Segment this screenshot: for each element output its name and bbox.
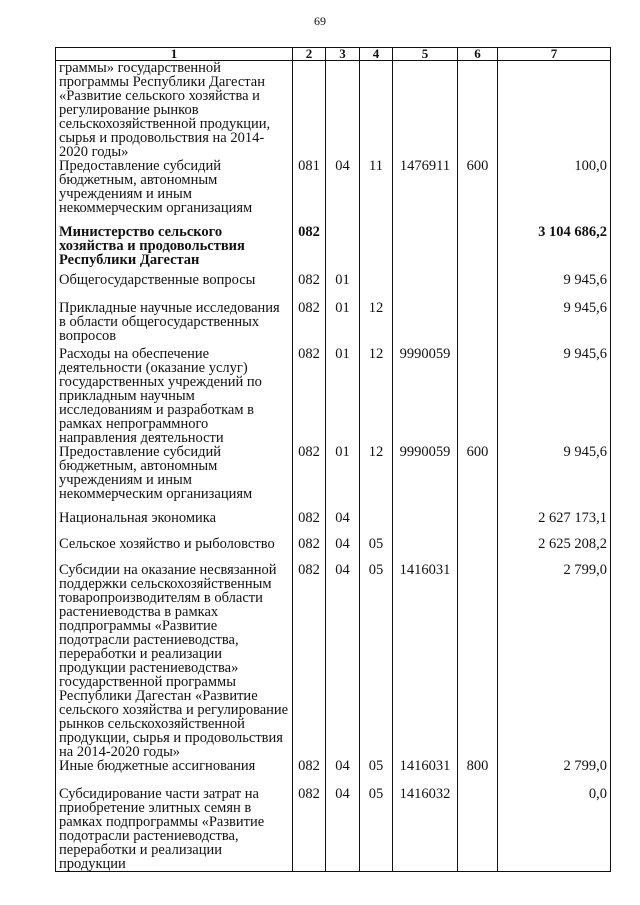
ministry-code-cell: 082: [293, 347, 326, 445]
amount-cell: 9 945,6: [498, 273, 611, 301]
section-cell: 01: [326, 347, 360, 445]
section-cell: 04: [326, 759, 360, 787]
target-item-cell: 1416032: [393, 787, 458, 872]
amount-cell: 3 104 686,2: [498, 225, 611, 273]
target-item-cell: 9990059: [393, 445, 458, 511]
ministry-code-cell: 082: [293, 301, 326, 347]
budget-table: [55, 47, 611, 872]
expense-type-cell: [458, 563, 498, 759]
row-name-cell: Министерство сельского хозяйства и продовольствия Республики Дагестан: [56, 225, 293, 273]
subsection-cell: [360, 511, 393, 537]
column-header: 6: [458, 48, 498, 61]
subsection-cell: [360, 61, 393, 160]
subsection-cell: [360, 273, 393, 301]
ministry-code-cell: 082: [293, 511, 326, 537]
table-row: [56, 301, 611, 347]
amount-cell: 9 945,6: [498, 301, 611, 347]
table-row: [56, 511, 611, 537]
table-row: [56, 787, 611, 872]
ministry-code-cell: 082: [293, 537, 326, 563]
ministry-code-cell: 082: [293, 787, 326, 872]
target-item-cell: [393, 61, 458, 160]
section-cell: 04: [326, 511, 360, 537]
row-name-cell: Прикладные научные исследования в области общегосударственных вопросов: [56, 301, 293, 347]
column-header: 2: [293, 48, 326, 61]
expense-type-cell: [458, 537, 498, 563]
expense-type-cell: 600: [458, 445, 498, 511]
subsection-cell: 05: [360, 759, 393, 787]
table-row: [56, 159, 611, 225]
row-name-cell: Предоставление субсидий бюджетным, автономным учреждениям и иным некоммерческим организациям: [56, 159, 293, 225]
column-header: 5: [393, 48, 458, 61]
amount-cell: 9 945,6: [498, 347, 611, 445]
subsection-cell: 05: [360, 537, 393, 563]
page-number: 69: [314, 14, 326, 28]
amount-cell: 2 625 208,2: [498, 537, 611, 563]
subsection-cell: 11: [360, 159, 393, 225]
expense-type-cell: [458, 787, 498, 872]
subsection-cell: [360, 225, 393, 273]
table-row: [56, 759, 611, 787]
ministry-code-cell: 081: [293, 159, 326, 225]
column-header: 4: [360, 48, 393, 61]
section-cell: [326, 225, 360, 273]
row-name-cell: Расходы на обеспечение деятельности (оказание услуг) государственных учреждений по прикладным научным исследованиям и разработкам в рамках непрограммного направления деятельности: [56, 347, 293, 445]
column-header: 3: [326, 48, 360, 61]
row-name-cell: Национальная экономика: [56, 511, 293, 537]
amount-cell: 0,0: [498, 787, 611, 872]
amount-cell: 100,0: [498, 159, 611, 225]
table-row: [56, 445, 611, 511]
section-cell: 01: [326, 445, 360, 511]
column-number-header-row: [56, 48, 611, 61]
row-name-cell: Субсидии на оказание несвязанной поддержки сельскохозяйственным товаропроизводителям в области растениеводства в рамках подпрограммы «Развитие подотрасли растениеводства, переработки и реализации продукции растениеводства» государственной программы Республики Дагестан «Развитие сельского хозяйства и регулирование рынков сельскохозяйственной продукции, сырья и продовольствия на 2014-2020 годы»: [56, 563, 293, 759]
subsection-cell: 05: [360, 787, 393, 872]
expense-type-cell: [458, 225, 498, 273]
column-header: 1: [56, 48, 293, 61]
target-item-cell: 9990059: [393, 347, 458, 445]
amount-cell: 2 627 173,1: [498, 511, 611, 537]
amount-cell: 9 945,6: [498, 445, 611, 511]
ministry-code-cell: [293, 61, 326, 160]
ministry-code-cell: 082: [293, 445, 326, 511]
target-item-cell: [393, 511, 458, 537]
table-row: [56, 347, 611, 445]
table-row: [56, 273, 611, 301]
expense-type-cell: 600: [458, 159, 498, 225]
section-cell: 04: [326, 159, 360, 225]
target-item-cell: [393, 225, 458, 273]
target-item-cell: 1416031: [393, 563, 458, 759]
expense-type-cell: [458, 301, 498, 347]
expense-type-cell: 800: [458, 759, 498, 787]
table-row: [56, 61, 611, 160]
section-cell: 04: [326, 537, 360, 563]
subsection-cell: 12: [360, 445, 393, 511]
target-item-cell: 1476911: [393, 159, 458, 225]
row-name-cell: Иные бюджетные ассигнования: [56, 759, 293, 787]
amount-cell: [498, 61, 611, 160]
row-name-cell: Субсидирование части затрат на приобретение элитных семян в рамках подпрограммы «Развитие подотрасли растениеводства, переработки и реализации продукции: [56, 787, 293, 872]
row-name-cell: Сельское хозяйство и рыболовство: [56, 537, 293, 563]
subsection-cell: 12: [360, 347, 393, 445]
section-cell: 01: [326, 301, 360, 347]
ministry-code-cell: 082: [293, 563, 326, 759]
table-row: [56, 563, 611, 759]
expense-type-cell: [458, 347, 498, 445]
expense-type-cell: [458, 511, 498, 537]
section-cell: 04: [326, 563, 360, 759]
target-item-cell: [393, 537, 458, 563]
expense-type-cell: [458, 273, 498, 301]
target-item-cell: [393, 273, 458, 301]
ministry-code-cell: 082: [293, 225, 326, 273]
column-header: 7: [498, 48, 611, 61]
amount-cell: 2 799,0: [498, 563, 611, 759]
ministry-code-cell: 082: [293, 759, 326, 787]
amount-cell: 2 799,0: [498, 759, 611, 787]
subsection-cell: 12: [360, 301, 393, 347]
row-name-cell: граммы» государственной программы Республики Дагестан «Развитие сельского хозяйства и регулирование рынков сельскохозяйственной продукции, сырья и продовольствия на 2014-2020 годы»: [56, 61, 293, 160]
target-item-cell: [393, 301, 458, 347]
row-name-cell: Предоставление субсидий бюджетным, автономным учреждениям и иным некоммерческим организациям: [56, 445, 293, 511]
section-cell: 04: [326, 787, 360, 872]
table-row: [56, 225, 611, 273]
section-cell: [326, 61, 360, 160]
row-name-cell: Общегосударственные вопросы: [56, 273, 293, 301]
table-row: [56, 537, 611, 563]
subsection-cell: 05: [360, 563, 393, 759]
section-cell: 01: [326, 273, 360, 301]
ministry-code-cell: 082: [293, 273, 326, 301]
target-item-cell: 1416031: [393, 759, 458, 787]
expense-type-cell: [458, 61, 498, 160]
